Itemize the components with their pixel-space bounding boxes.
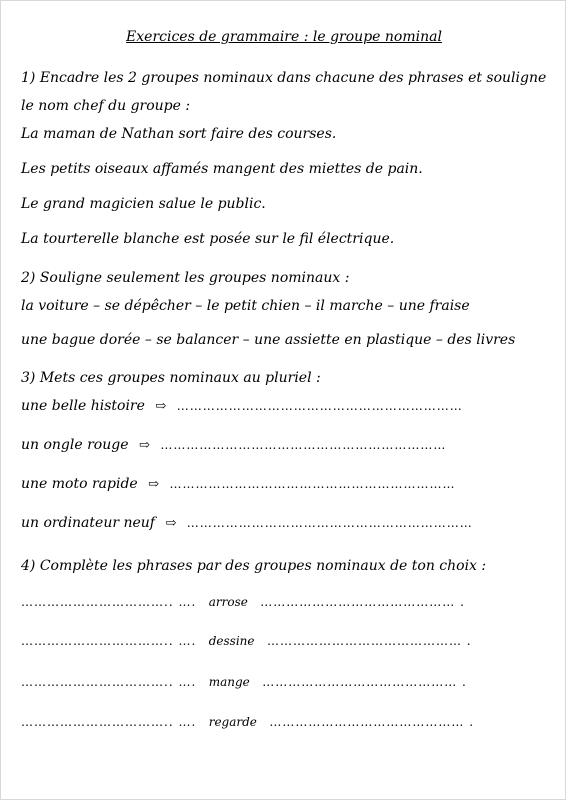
ex3-item-label: une moto rapide (21, 476, 138, 492)
ex1-sentence-3: Le grand magicien salue le public. (21, 196, 266, 212)
ex3-item-3 (21, 475, 456, 494)
blank-left: …………………………….. …. (21, 715, 197, 729)
ex3-instruction: 3) Mets ces groupes nominaux au pluriel : (21, 370, 321, 386)
worksheet-title: Exercices de grammaire : le groupe nominal (126, 29, 442, 45)
ex3-item-1 (21, 397, 463, 416)
ex2-word-list-2: une bague dorée – se balancer – une assiette en plastique – des livres (21, 332, 516, 348)
answer-dots: ………………………………………………………… (160, 438, 447, 452)
blank-left: …………………………….. …. (21, 634, 197, 648)
answer-dots: ………………………………………………………… (169, 477, 456, 491)
arrow-right-icon: ⇨ (155, 399, 167, 414)
ex3-item-2 (21, 436, 446, 455)
ex3-item-label: un ongle rouge (21, 437, 129, 453)
blank-right: ……………………………………… . (266, 634, 472, 648)
ex1-sentence-4: La tourterelle blanche est posée sur le fil électrique. (21, 231, 395, 247)
ex2-word-list-1: la voiture – se dépêcher – le petit chien – il marche – une fraise (21, 298, 470, 314)
ex3-item-4 (21, 514, 473, 533)
ex4-row-1 (21, 593, 465, 611)
ex1-sentence-1: La maman de Nathan sort faire des courses. (21, 126, 337, 142)
blank-right: ……………………………………… . (262, 675, 467, 689)
ex3-item-label: une belle histoire (21, 398, 145, 414)
ex4-row-4 (21, 713, 474, 731)
verb: regarde (208, 715, 257, 729)
ex1-instruction-line1: 1) Encadre les 2 groupes nominaux dans chacune des phrases et souligne (21, 70, 547, 86)
ex4-row-3 (21, 673, 467, 691)
verb: arrose (208, 595, 248, 609)
blank-left: …………………………….. …. (21, 595, 197, 609)
ex2-instruction: 2) Souligne seulement les groupes nominaux : (21, 270, 350, 286)
arrow-right-icon: ⇨ (138, 438, 150, 453)
ex3-item-label: un ordinateur neuf (21, 515, 155, 531)
arrow-right-icon: ⇨ (165, 516, 177, 531)
ex1-instruction-line2: le nom chef du groupe : (21, 98, 191, 114)
verb: dessine (208, 634, 255, 648)
ex1-sentence-2: Les petits oiseaux affamés mangent des miettes de pain. (21, 161, 423, 177)
ex4-row-2 (21, 632, 472, 650)
arrow-right-icon: ⇨ (148, 477, 160, 492)
blank-left: …………………………….. …. (21, 675, 197, 689)
answer-dots: ………………………………………………………… (176, 399, 463, 413)
ex4-instruction: 4) Complète les phrases par des groupes nominaux de ton choix : (21, 558, 487, 574)
verb: mange (208, 675, 250, 689)
blank-right: ……………………………………… . (260, 595, 465, 609)
blank-right: ……………………………………… . (269, 715, 475, 729)
answer-dots: ………………………………………………………… (186, 516, 473, 530)
